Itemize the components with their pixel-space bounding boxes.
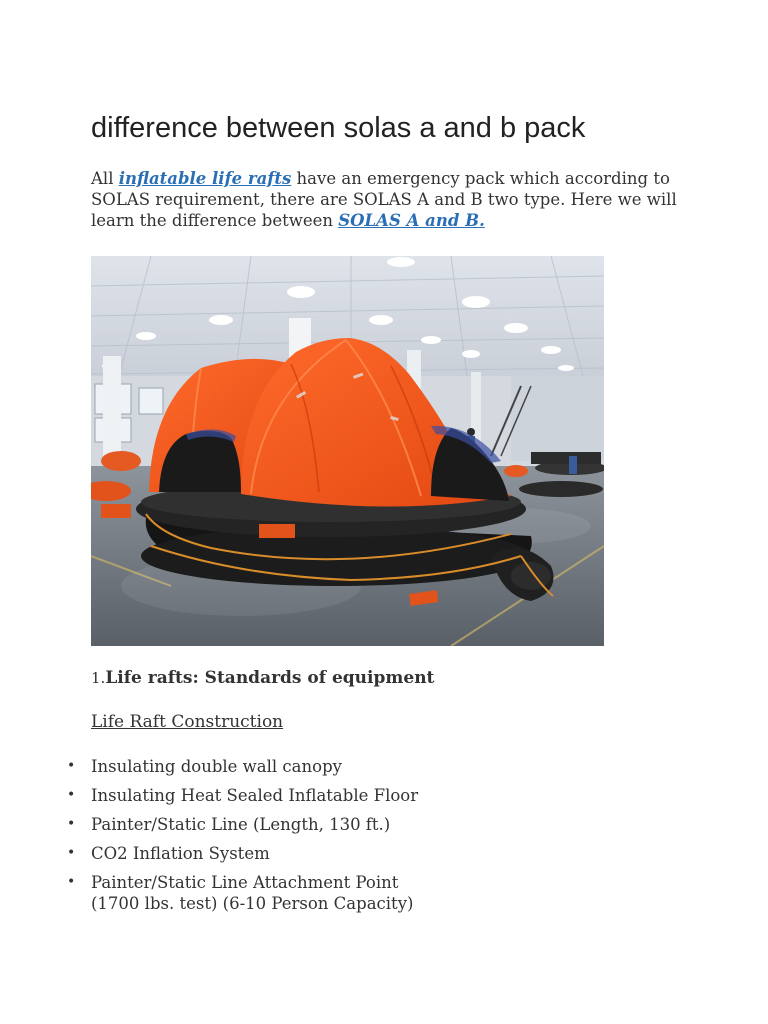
list-item-text: Painter/Static Line Attachment Point (1700 lbs. test) (6-10 Person Capacity) [91,873,414,913]
bullet-icon: • [67,758,76,774]
list-item [67,843,651,864]
life-raft-photo [91,256,604,646]
inflatable-life-rafts-link[interactable]: inflatable life rafts [118,169,292,188]
page-title: difference between solas a and b pack [91,112,586,144]
section-heading-text: Life rafts: Standards of equipment [105,668,435,688]
list-item-text: CO2 Inflation System [91,844,270,863]
list-item-text: Painter/Static Line (Length, 130 ft.) [91,815,391,834]
section-number: 1. [91,669,106,687]
bullet-icon: • [67,816,76,832]
list-item [67,814,651,835]
list-item [67,756,651,777]
intro-text-2: have an emergency pack which according to SOLAS requirement, there are SOLAS A and B two type. Here we will learn the difference between [91,169,677,230]
list-item [67,785,651,806]
intro-paragraph [91,168,691,231]
list-item [67,872,421,914]
list-item-text: Insulating double wall canopy [91,757,342,776]
construction-list [67,756,651,922]
list-item-text: Insulating Heat Sealed Inflatable Floor [91,786,419,805]
solas-a-and-b-link[interactable]: SOLAS A and B. [338,211,485,230]
bullet-icon: • [67,845,76,861]
bullet-icon: • [67,787,76,803]
life-raft-construction-subheading: Life Raft Construction [91,712,284,732]
intro-text-1: All [91,169,119,188]
bullet-icon: • [67,874,76,890]
section-heading [91,668,434,688]
